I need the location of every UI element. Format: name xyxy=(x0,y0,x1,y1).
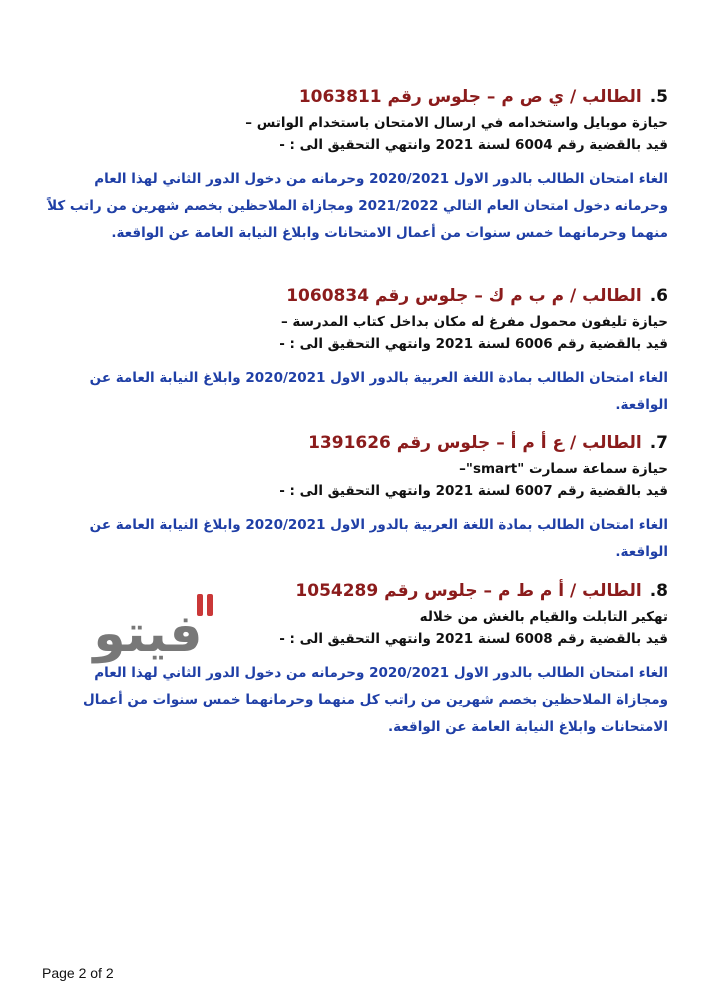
case-record-line: قيد بالقضية رقم 6008 لسنة 2021 وانتهي التحقيق الى : - xyxy=(279,631,668,647)
student-title: الطالب / أ م ط م – جلوس رقم 1054289 xyxy=(295,581,642,601)
case-heading xyxy=(40,432,668,454)
decision-text: الغاء امتحان الطالب بالدور الاول 2020/2021 وحرمانه من دخول الدور الثاني لهذا العام ومجازاة الملاحظين بخصم شهرين من راتب كل منهما وحرمانهما خمس سنوات من أعمال الامتحانات وابلاغ النيابة العامة عن الواقعة. xyxy=(83,665,668,735)
watermark-logo xyxy=(93,562,277,664)
case-entry-6 xyxy=(40,285,668,419)
page-footer: Page 2 of 2 xyxy=(42,965,114,981)
offense-line: حيازة سماعة سمارت "smart"– xyxy=(459,461,668,477)
decision-text: الغاء امتحان الطالب بمادة اللغة العربية بالدور الاول 2020/2021 وابلاغ النيابة العامة عن الواقعة. xyxy=(89,517,668,560)
case-number: 6. xyxy=(649,286,668,306)
case-record-line: قيد بالقضية رقم 6007 لسنة 2021 وانتهي التحقيق الى : - xyxy=(279,483,668,499)
watermark-accent xyxy=(207,594,213,616)
case-entry-5 xyxy=(40,86,668,247)
watermark-text: فيتو xyxy=(197,594,203,616)
case-number: 8. xyxy=(649,581,668,601)
student-title: الطالب / ع أ م أ – جلوس رقم 1391626 xyxy=(308,433,642,453)
offense-line: حيازة تليفون محمول مفرغ له مكان بداخل كتاب المدرسة – xyxy=(280,314,668,330)
case-heading xyxy=(40,86,668,108)
case-heading xyxy=(40,285,668,307)
case-number: 5. xyxy=(649,87,668,107)
decision-text: الغاء امتحان الطالب بالدور الاول 2020/2021 وحرمانه من دخول الدور الثاني لهذا العام وحرمانه دخول امتحان العام التالي 2021/2022 ومجازاة الملاحظين بخصم شهرين من راتب كلاً منهما وحرمانهما خمس سنوات من أعمال الامتحانات وابلاغ النيابة العامة عن الواقعة. xyxy=(47,171,668,241)
decision-text: الغاء امتحان الطالب بمادة اللغة العربية بالدور الاول 2020/2021 وابلاغ النيابة العامة عن الواقعة. xyxy=(89,370,668,413)
case-entry-7 xyxy=(40,432,668,566)
case-record-line: قيد بالقضية رقم 6004 لسنة 2021 وانتهي التحقيق الى : - xyxy=(279,137,668,153)
offense-line: تهكير التابلت والقيام بالغش من خلاله xyxy=(419,609,668,625)
case-number: 7. xyxy=(649,433,668,453)
offense-line: حيازة موبايل واستخدامه في ارسال الامتحان باستخدام الواتس – xyxy=(245,115,668,131)
student-title: الطالب / ي ص م – جلوس رقم 1063811 xyxy=(298,87,642,107)
case-record-line: قيد بالقضية رقم 6006 لسنة 2021 وانتهي التحقيق الى : - xyxy=(279,336,668,352)
student-title: الطالب / م ب م ك – جلوس رقم 1060834 xyxy=(286,286,642,306)
